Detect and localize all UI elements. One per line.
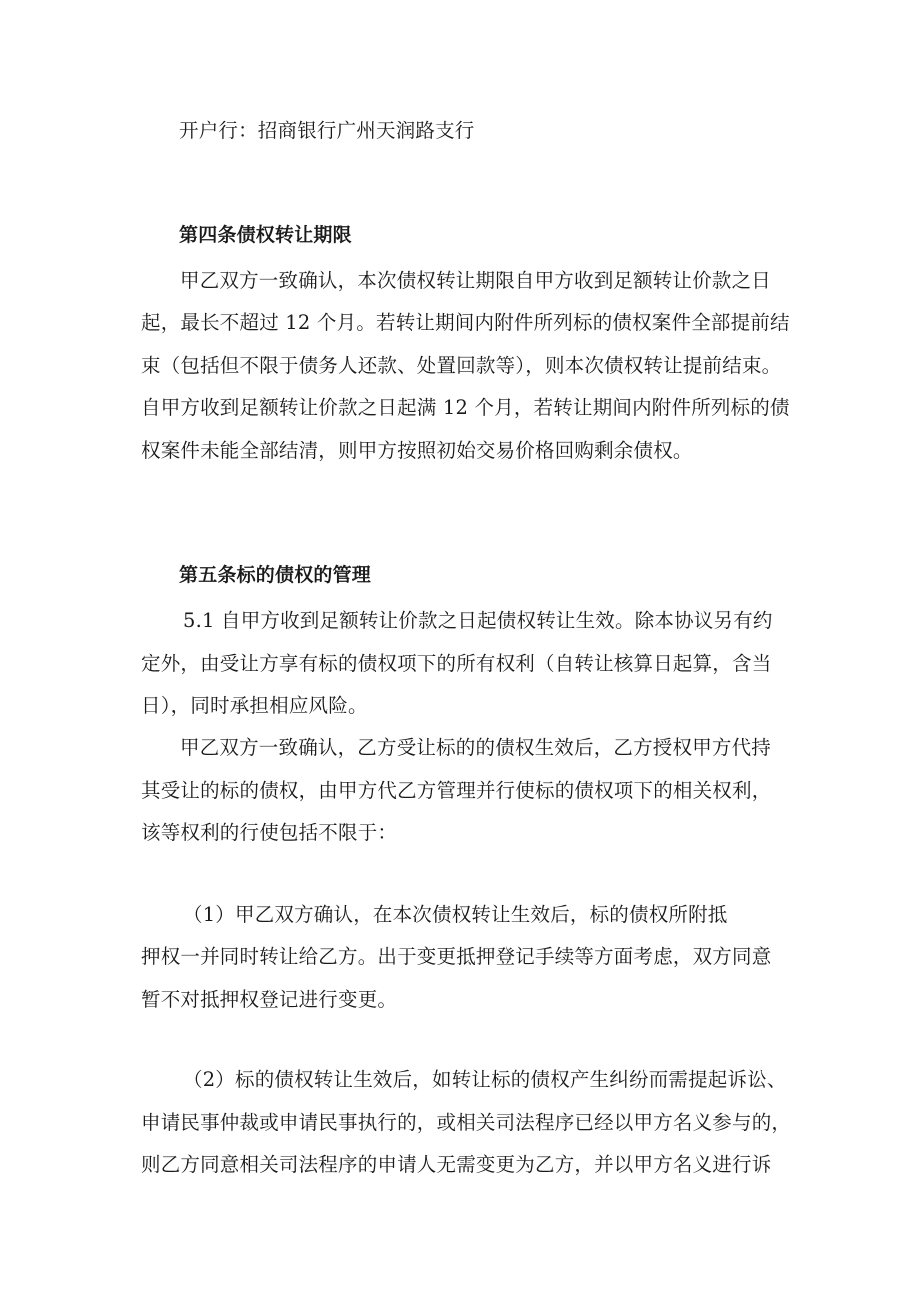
- article5-item1-line: 暂不对抵押权登记进行变更。: [141, 988, 398, 1011]
- article4-line: 权案件未能全部结清，则甲方按照初始交易价格回购剩余债权。: [141, 439, 693, 462]
- article5-item2-line: （2）标的债权转让生效后，如转让标的债权产生纠纷而需提起诉讼、: [183, 1068, 787, 1091]
- article4-line: 束（包括但不限于债务人还款、处置回款等），则本次债权转让提前结束。: [141, 354, 782, 377]
- article5-p1-line: 定外，由受让方享有标的债权项下的所有权利（自转让核算日起算，含当: [141, 652, 772, 675]
- article5-item1-line: 押权一并同时转让给乙方。出于变更抵押登记手续等方面考虑，双方同意: [141, 945, 772, 968]
- bank-line: 开户行：招商银行广州天润路支行: [179, 119, 475, 142]
- article4-line: 自甲方收到足额转让价款之日起满 12 个月，若转让期间内附件所列标的债: [141, 396, 790, 419]
- article5-p1-line: 5.1 自甲方收到足额转让价款之日起债权转让生效。除本协议另有约: [183, 609, 773, 632]
- article4-line: 甲乙双方一致确认，本次债权转让期限自甲方收到足额转让价款之日: [180, 269, 772, 292]
- article5-p2-line: 甲乙双方一致确认，乙方受让标的的债权生效后，乙方授权甲方代持: [180, 736, 772, 759]
- article4-line: 起，最长不超过 12 个月。若转让期间内附件所列标的债权案件全部提前结: [141, 311, 790, 334]
- article4-heading: 第四条债权转让期限: [179, 224, 352, 246]
- article5-item1-line: （1）甲乙双方确认，在本次债权转让生效后，标的债权所附抵: [183, 903, 728, 926]
- article5-p2-line: 该等权利的行使包括不限于：: [141, 821, 398, 844]
- article5-heading: 第五条标的债权的管理: [179, 564, 372, 586]
- article5-p2-line: 其受让的标的债权，由甲方代乙方管理并行使标的债权项下的相关权利，: [141, 779, 772, 802]
- article5-item2-line: 申请民事仲裁或申请民事执行的，或相关司法程序已经以甲方名义参与的，: [141, 1111, 792, 1134]
- article5-p1-line: 日），同时承担相应风险。: [141, 694, 368, 717]
- article5-item2-line: 则乙方同意相关司法程序的申请人无需变更为乙方，并以甲方名义进行诉: [141, 1153, 772, 1176]
